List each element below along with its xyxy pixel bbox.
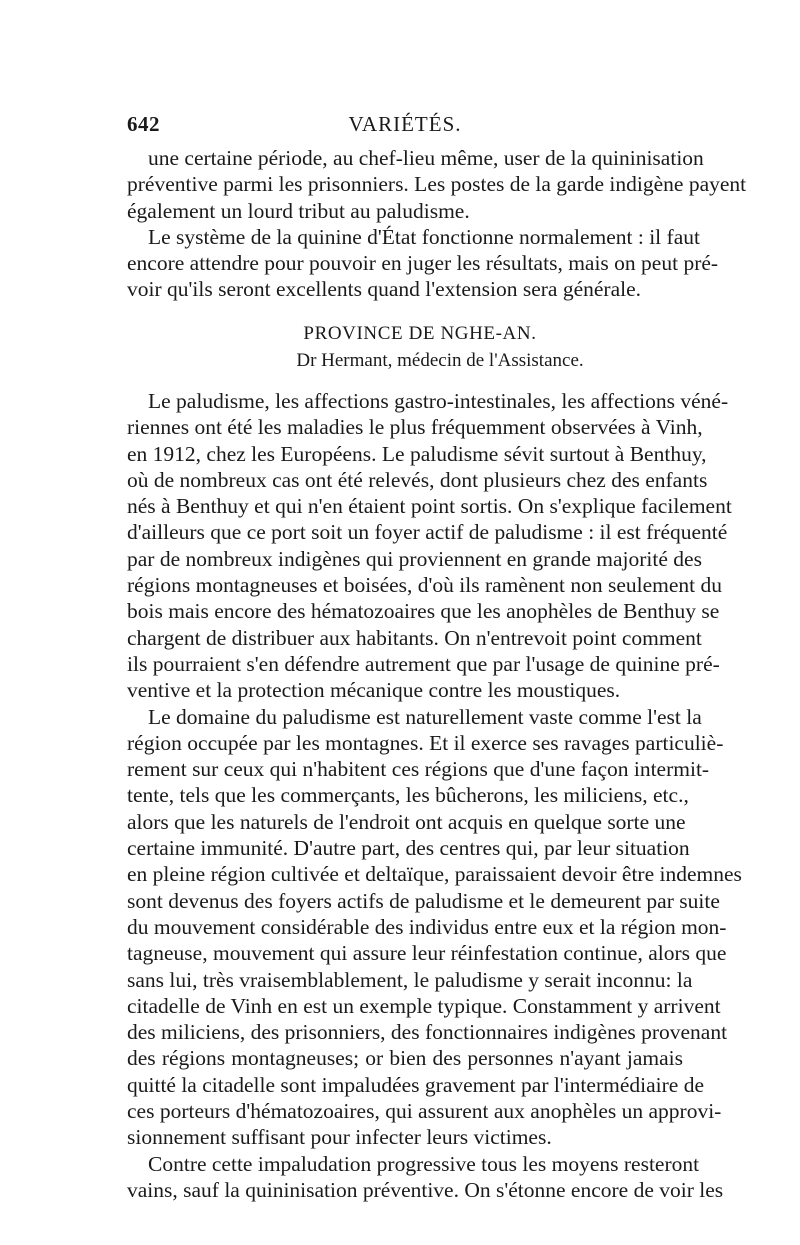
text-line: chargent de distribuer aux habitants. On n'entrevoit point comment: [127, 625, 702, 650]
text-line: sont devenus des foyers actifs de paludisme et le demeurent par suite: [127, 888, 720, 913]
text-line: rement sur ceux qui n'habitent ces régions que d'une façon intermit-: [127, 757, 710, 782]
text-line: encore attendre pour pouvoir en juger les résultats, mais on peut pré-: [127, 251, 719, 276]
text-line: Contre cette impaludation progressive tous les moyens resteront: [148, 1151, 700, 1176]
text-line: bois mais encore des hématozoaires que les anophèles de Benthuy se: [127, 599, 720, 624]
section-author: Dr Hermant, médecin de l'Assistance.: [296, 350, 584, 371]
running-head: VARIÉTÉS.: [348, 112, 462, 136]
text-line: ces porteurs d'hématozoaires, qui assurent aux anophèles un approvi-: [127, 1099, 722, 1124]
text-line: tente, tels que les commerçants, les bûcherons, les miliciens, etc.,: [127, 783, 689, 808]
text-line: riennes ont été les maladies le plus fréquemment observées à Vinh,: [127, 415, 703, 440]
text-line: vains, sauf la quininisation préventive. On s'étonne encore de voir les: [127, 1177, 724, 1202]
text-line: par de nombreux indigènes qui proviennent en grande majorité des: [127, 546, 702, 571]
text-line: ventive et la protection mécanique contre les moustiques.: [127, 678, 621, 703]
text-line: également un lourd tribut au paludisme.: [127, 198, 470, 223]
text-line: Le paludisme, les affections gastro-intestinales, les affections véné-: [148, 389, 729, 413]
text-line: où de nombreux cas ont été relevés, dont plusieurs chez des enfants: [127, 467, 708, 492]
text-line: région occupée par les montagnes. Et il exerce ses ravages particuliè-: [127, 730, 724, 755]
text-line: des régions montagneuses; or bien des personnes n'ayant jamais: [127, 1046, 683, 1071]
page-header: [127, 112, 683, 142]
text-line: quitté la citadelle sont impaludées gravement par l'intermédiaire de: [127, 1072, 704, 1097]
text-line: préventive parmi les prisonniers. Les postes de la garde indigène payent: [127, 172, 747, 197]
text-line: voir qu'ils seront excellents quand l'extension sera générale.: [127, 277, 642, 302]
text-line: nés à Benthuy et qui n'en étaient point sortis. On s'explique facilement: [127, 494, 732, 519]
text-line: Le système de la quinine d'État fonctionne normalement : il faut: [148, 224, 700, 249]
text-line: Le domaine du paludisme est naturellement vaste comme l'est la: [148, 704, 702, 729]
text-line: une certaine période, au chef-lieu même, user de la quininisation: [148, 146, 704, 170]
text-line: certaine immunité. D'autre part, des centres qui, par leur situation: [127, 836, 690, 861]
text-line: ils pourraient s'en défendre autrement que par l'usage de quinine pré-: [127, 651, 720, 676]
text-block-top: [127, 145, 747, 303]
text-line: sans lui, très vraisemblablement, le paludisme y serait inconnu: la: [127, 967, 693, 992]
text-block-bottom: [127, 388, 742, 1203]
text-line: en pleine région cultivée et deltaïque, paraissaient devoir être indemnes: [127, 862, 742, 887]
text-line: du mouvement considérable des individus entre eux et la région mon-: [127, 914, 727, 939]
text-line: sionnement suffisant pour infecter leurs victimes.: [127, 1125, 552, 1150]
text-line: alors que les naturels de l'endroit ont acquis en quelque sorte une: [127, 809, 686, 834]
text-line: tagneuse, mouvement qui assure leur réinfestation continue, alors que: [127, 941, 727, 966]
text-line: en 1912, chez les Européens. Le paludisme sévit surtout à Benthuy,: [127, 441, 707, 466]
text-line: régions montagneuses et boisées, d'où ils ramènent non seulement du: [127, 573, 722, 598]
text-line: d'ailleurs que ce port soit un foyer actif de paludisme : il est fréquenté: [127, 520, 728, 545]
text-line: citadelle de Vinh en est un exemple typique. Constamment y arrivent: [127, 993, 721, 1018]
text-line: des miliciens, des prisonniers, des fonctionnaires indigènes provenant: [127, 1020, 728, 1045]
page-number: 642: [127, 112, 160, 136]
section-title: PROVINCE DE NGHE-AN.: [303, 323, 537, 344]
